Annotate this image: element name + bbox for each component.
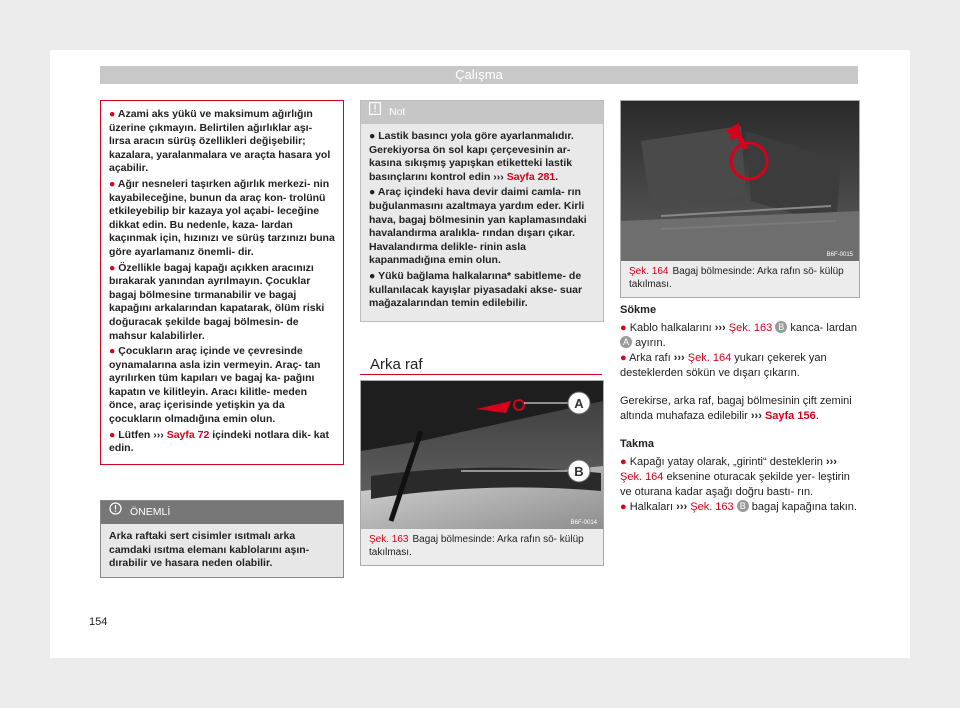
step-item: ● Arka rafı ››› Şek. 164 yukarı çekerek yan desteklerden sökün ve dışarı çıkarın.	[620, 352, 827, 379]
figure-link[interactable]: Şek. 164	[687, 352, 732, 364]
info-circle-icon	[109, 501, 122, 524]
figure-label-b: B	[574, 464, 584, 479]
paragraph: Gerekirse, arka raf, bagaj bölmesinin çift zemini altında muhafaza edilebilir ››› Sayfa 156.	[620, 395, 852, 422]
figure-163-image	[361, 381, 603, 529]
figure-label-a: A	[574, 396, 584, 411]
figure-code: B6F-0014	[570, 520, 597, 526]
figure-caption: Şek. 164 Bagaj bölmesinde: Arka rafın sö- külüp takılması.	[621, 261, 859, 297]
step-item: ● Kapağı yatay olarak, „girinti“ desteklerin ››› Şek. 164 eksenine oturacak şekilde yer- leştirin ve oturana kadar aşağı doğru bastı- rın.	[620, 456, 850, 498]
note-item: ● Yükü bağlama halkalarına* sabitleme- de kullanılacak kayışlar piyasadaki akse- suar mağazalarından temin edilebilir.	[369, 269, 583, 310]
section-divider	[360, 374, 602, 375]
right-column	[620, 303, 858, 515]
page-link[interactable]: Sayfa 281	[506, 170, 556, 183]
bullet-icon: ●	[109, 108, 118, 120]
figure-164-image	[621, 101, 859, 261]
warning-item: ● Azami aks yükü ve maksimum ağırlığın üzerine çıkmayın. Belirtilen ağırlıklar aşı- lırsa aracın sürüş özellikleri değişebilir; kazalara, yaralanmalara ve araçta hasara yol açabilir.	[109, 108, 331, 175]
warning-item: ● Lütfen ››› Sayfa 72 içindeki notlara dik- kat edin.	[109, 428, 329, 455]
step-item: ● Kablo halkalarını ››› Şek. 163 B kanca- lardan A ayırın.	[620, 322, 857, 349]
bullet-icon: ●	[109, 345, 119, 358]
bullet-icon: ●	[109, 428, 119, 441]
note-box	[360, 100, 604, 322]
warning-box	[100, 100, 344, 465]
step-item: ● Halkaları ››› Şek. 163 B bagaj kapağına takın.	[620, 501, 857, 513]
bullet-icon: ●	[109, 177, 118, 190]
figure-code: B6F-0015	[826, 252, 853, 258]
warning-item: ● Çocukların araç içinde ve çevresinde oynamalarına asla izin vermeyin. Araç- tan ayrılırken tüm kapıları ve bagaj ka- pağını kapatın ve kilitleyin. Aracı kilitle- meden önce, araç içerisinde yetişkin ya da çocukların olmadığına emin olun.	[109, 345, 321, 426]
marker-b: B	[775, 321, 787, 333]
figure-link[interactable]: Şek. 163	[690, 501, 734, 513]
figure-164	[620, 100, 860, 298]
figure-link[interactable]: Şek. 163	[728, 322, 773, 334]
note-item: ● Araç içindeki hava devir daimi camla- rın buğulanmasını azaltmaya yardım eder. Kirli hava, bagaj bölmesinin yan kaplamasındaki havalandırma aralıkla- rından dışarı çıkar. Havalandırma delikle- rinin asla kapanmadığına emin olun.	[369, 186, 587, 267]
takma-heading: Takma	[620, 438, 655, 450]
page-link[interactable]: Sayfa 156	[764, 410, 816, 422]
page-header: Çalışma	[100, 66, 858, 84]
figure-caption: Şek. 163 Bagaj bölmesinde: Arka rafın sö- külüp takılması.	[361, 529, 603, 565]
note-header: Not	[361, 101, 603, 124]
marker-b: B	[737, 500, 749, 512]
figure-163	[360, 380, 604, 566]
note-icon	[369, 101, 381, 124]
bullet-icon: ●	[109, 261, 119, 274]
figure-link[interactable]: Şek. 164	[620, 471, 664, 483]
important-header: ÖNEMLİ	[101, 501, 343, 524]
sokme-heading: Sökme	[620, 304, 657, 316]
warning-item: ● Özellikle bagaj kapağı açıkken aracınızı bırakarak yanından ayrılmayın. Çocuklar bagaj bölmesine tırmanabilir ve bagaj kapağını arkalarından kapatarak, ölüm riski doğuracak şekilde bagaj bölmesin- de mahsur kalabilirler.	[109, 261, 325, 342]
warning-item: ● Ağır nesneleri taşırken ağırlık merkezi- nin kayabileceğine, bunun da araç kon- trolünü etkileyebilip bir kazaya yol açabi- leceğine dikkat edin. Bu nedenle, kaza- lardan kaçınmak için, hızınızı ve sürüş tarzınızı buna göre ayarlamanız önemli- dir.	[109, 177, 335, 258]
note-item: ● Lastik basıncı yola göre ayarlanmalıdır. Gerekiyorsa ön sol kapı çerçevesinin ar- kasına sıkışmış yapışkan etiketteki lastik basınçlarını kontrol edin ››› Sayfa 281.	[369, 130, 574, 183]
page-link[interactable]: Sayfa 72	[166, 428, 210, 441]
important-box	[100, 500, 344, 578]
page-number: 154	[89, 616, 108, 628]
section-title: Arka raf	[370, 356, 423, 373]
important-text: Arka raftaki sert cisimler ısıtmalı arka camdaki ısıtma elemanı kablolarını aşın- dırabilir ve hasara neden olabilir.	[101, 524, 343, 577]
marker-a: A	[620, 336, 632, 348]
